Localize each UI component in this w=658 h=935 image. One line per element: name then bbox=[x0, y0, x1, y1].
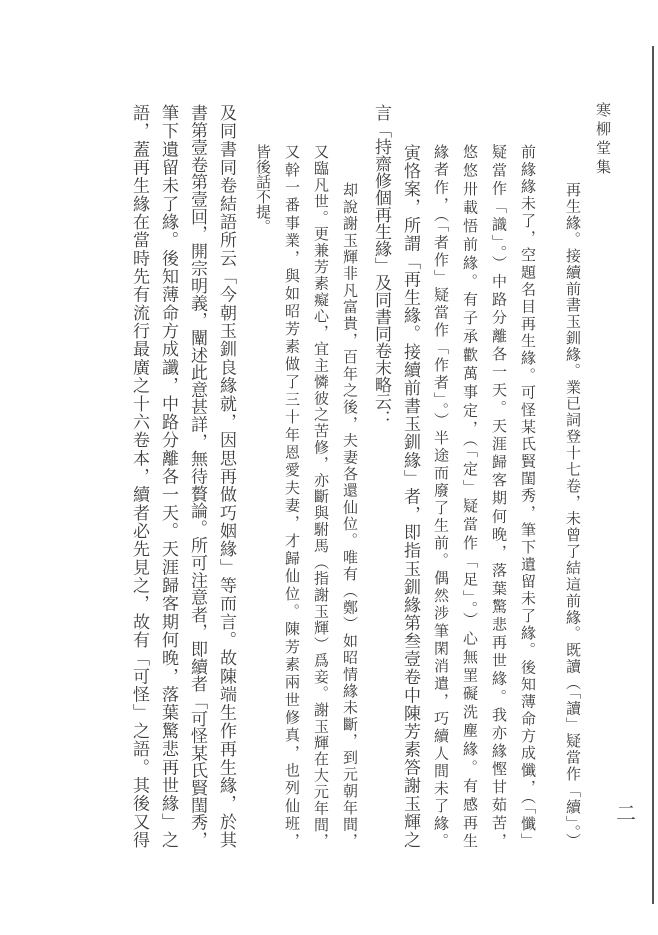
text-column-main: 筆下遺留未了緣。後知薄命方成讖，中路分離各一天。天涯歸客期何晚，落葉驚悲再世緣」之 bbox=[159, 104, 178, 848]
text-block bbox=[125, 104, 586, 848]
page-edge-line bbox=[652, 46, 654, 904]
text-column-poem-open: 再生緣。接續前書玉釧緣。業已詞登十七卷，未曾了結這前緣。既讀（「讀」疑當作「續」。） bbox=[564, 182, 580, 848]
text-column-poem: 疑當作「識」。）中路分離各一天。天涯歸客期何晚，落葉驚悲再世緣。我亦緣慳甘茹苦， bbox=[490, 144, 506, 848]
text-column-main: 及同書同卷結語所云「今朝玉釧良緣就，因思再做巧姻緣」等而言。故陳端生作再生緣，於其 bbox=[217, 104, 236, 848]
text-column-prose-quote: 又幹一番事業，與如昭芳素做了三十年恩愛夫妻，才歸仙位。陳芳素兩世修真，也列仙班， bbox=[283, 144, 299, 848]
book-title: 寒柳堂集 bbox=[594, 102, 610, 178]
text-column-poem: 前緣緣未了，空題名目再生緣。可怪某氏賢閨秀，筆下遺留未了緣。後知薄命方成懺，（「懺」 bbox=[519, 144, 535, 848]
text-column-prose-quote-end: 皆後話不提。 bbox=[254, 144, 270, 234]
text-column-poem: 緣者作，（「者作」疑當作「作者」。）半途而廢了生前。偶然涉筆閑消遣，巧續人間未了緣。 bbox=[432, 144, 448, 848]
text-column-commentary-open: 寅恪案，所謂「再生緣。接續前書玉釧緣」者，即指玉釧緣第叁壹卷中陳芳素答謝玉輝之 bbox=[401, 144, 420, 848]
text-column-main: 語，蓋再生緣在當時先有流行最廣之十六卷本，續者必先見之，故有「可怪」之語。其後又得 bbox=[130, 104, 149, 848]
page-number: 二 bbox=[616, 803, 636, 825]
text-column-prose-quote: 又臨凡世。更兼芳素癡心，宜主憐彼之苦修，亦斷與駙馬（指謝玉輝）爲妾。謝玉輝在大元年間， bbox=[312, 144, 328, 848]
text-column-main-short: 言「持齋修個再生緣」及同書同卷末略云： bbox=[372, 104, 391, 427]
text-column-prose-quote-open: 却說謝玉輝非凡富貴，百年之後，夫妻各還仙位。唯有（鄭）如昭情緣未斷，到元朝年間， bbox=[341, 182, 357, 848]
text-column-poem: 悠悠卅載悟前緣。有子承歡萬事定，（「定」疑當作「足」。）心無罣礙洗塵緣。有感再生 bbox=[461, 144, 477, 848]
text-column-main: 書第壹卷第壹回，開宗明義，闡述此意甚詳，無待贅論。所可注意者，即續者「可怪某氏賢閨秀， bbox=[188, 104, 207, 848]
